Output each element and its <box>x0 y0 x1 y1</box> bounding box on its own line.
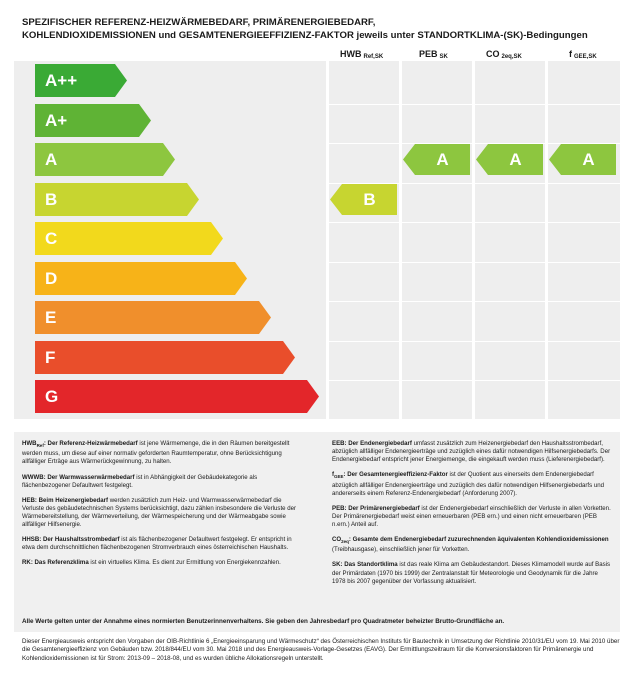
column-header-hwb: HWB $_{Ref,SK}$ <box>340 49 384 60</box>
title-line-1: SPEZIFISCHER REFERENZ-HEIZWÄRMEBEDARF, PRIMÄRENERGIEBEDARF, <box>22 17 376 28</box>
column-separator <box>399 61 402 419</box>
legend-term-sub: GEE <box>334 474 344 480</box>
efficiency-class-label: F <box>45 347 56 367</box>
rating-marker <box>549 144 616 175</box>
legend-entry <box>332 440 612 464</box>
rating-marker <box>476 144 543 175</box>
column-header-co2: CO $_{2eq,SK}$ <box>486 49 522 60</box>
legend-description: ist ein virtuelles Klima. Es dient zur Ermittlung von Energiekennzahlen. <box>88 559 281 567</box>
legend-term <box>332 536 609 543</box>
legend-panel <box>14 432 620 632</box>
legend-entry <box>332 505 612 529</box>
column-header-fgee: f $_{GEE,SK}$ <box>569 49 597 60</box>
legend-term-main: HHSB <box>22 536 40 544</box>
legend-description: ist der Endenergiebedarf einschließlich der Verluste in allen Vorketten. Der Primärenergiebedarf weist einen erneuerbaren (PEB ern.) und einen nicht erneuerbaren (PEB n.ern.) Anteil auf. <box>332 504 611 528</box>
efficiency-class-bar <box>35 222 223 255</box>
column-header-peb: PEB $_{SK}$ <box>419 49 448 60</box>
rating-marker-label: B <box>363 189 376 209</box>
efficiency-class-label: A+ <box>45 110 68 130</box>
legend-right-column <box>332 440 612 593</box>
legend-term <box>332 471 448 478</box>
efficiency-class-bar <box>35 301 271 334</box>
rating-marker <box>403 144 470 175</box>
legend-description: (Treibhausgase), einschließlich jener für Vorketten. <box>332 546 470 554</box>
legend-term-title: : Der Warmwasserwärmebedarf <box>43 473 135 481</box>
efficiency-class-label: D <box>45 268 58 288</box>
column-separator <box>326 61 329 419</box>
page-title <box>22 17 622 42</box>
legend-entry <box>332 536 612 554</box>
rating-marker <box>330 184 397 215</box>
legend-term-title: : Der Haushaltsstrombedarf <box>39 536 120 544</box>
rating-marker-label: A <box>436 150 449 169</box>
rating-marker-label: A <box>582 150 595 169</box>
efficiency-class-bar <box>35 380 319 413</box>
footer-text: Dieser Energieausweis entspricht den Vorgaben der OIB-Richtlinie 6 „Energieeinsparung und Wärmeschutz“ des Österreichischen Instituts für Bautechnik in Umsetzung der Richtlinie 2010/31/EU vom 19. Mai 2010 über die Gesamtenergieeffizienz von Gebäuden bzw. 2018/844/EU vom 30. Mai 2018 und des Energieausweis-Vorlage-Gesetzes (EAVG). Der Ermittlungszeitraum für die Konversionsfaktoren für Primärenergie und Kohlendioxidemissionen ist für Strom: 2013-09 – 2018-08, und es wurden übliche Allokationsregeln unterstellt. <box>22 638 620 662</box>
legend-term <box>22 559 89 566</box>
efficiency-class-label: G <box>45 387 59 406</box>
legend-term-title: : Das Referenzklima <box>30 559 89 567</box>
efficiency-class-bar <box>35 262 247 295</box>
legend-entry <box>332 471 612 498</box>
legend-entry <box>22 474 302 490</box>
legend-entry <box>332 561 612 585</box>
efficiency-class-label: A <box>45 150 58 169</box>
legend-term-main: RK <box>22 559 31 567</box>
legend-entry <box>22 440 302 467</box>
legend-left-column <box>22 440 302 574</box>
legend-term-title: : Beim Heizenergiebedarf <box>34 496 109 504</box>
legend-term-sub: Ref <box>36 443 44 449</box>
legend-term <box>22 497 108 504</box>
legend-term-main: f <box>332 471 335 479</box>
legend-entry <box>22 536 302 552</box>
legend-note: Alle Werte gelten unter der Annahme eines normierten Benutzerinnenverhaltens. Sie geben den Jahresbedarf pro Quadratmeter beheizter Brutto-Grundfläche an. <box>22 618 505 625</box>
legend-entry <box>22 497 302 529</box>
efficiency-class-bar <box>35 104 151 137</box>
legend-description: ist das reale Klima am Gebäudestandort. Dieses Klimamodell wurde auf Basis der Primärdaten (1970 bis 1999) der Zentralanstalt für Meteorologie und Geodynamik für die Jahre 1978 bis 2007 gegenüber der Vorfassung aktualisiert. <box>332 561 611 585</box>
rating-marker-label: A <box>509 150 522 169</box>
legend-term-title: : Der Gesamtenergieeffizienz-Faktor <box>343 471 448 479</box>
legend-description: umfasst zusätzlich zum Heizenergiebedarf den Haushaltsstrombedarf, abzüglich allfälliger Endenergieerträge und zuzüglich eines dafür notwendigen Hilfsenergiebedarfs. Der Endenergiebedarf entspricht jener Energiemenge, die eingekauft werden muss (Lieferenergiebedarf). <box>332 440 611 464</box>
efficiency-class-label: C <box>45 229 58 248</box>
legend-term-title: : Der Referenz-Heizwärmebedarf <box>43 440 138 447</box>
legend-description: ist in Abhängigkeit der Gebäudekategorie als flächenbezogener Defaultwert festgelegt. <box>22 473 258 489</box>
legend-term-main: EEB <box>332 440 345 447</box>
legend-term-main: CO <box>332 536 342 544</box>
legend-term <box>332 561 398 568</box>
legend-term-title: : Der Primärenergiebedarf <box>344 504 420 512</box>
legend-entry <box>22 559 302 567</box>
legend-term <box>22 440 138 447</box>
efficiency-class-label: B <box>45 189 58 209</box>
legend-description: ist jene Wärmemenge, die in den Räumen bereitgestellt werden muss, um diese auf einer normativ geforderten Raumtemperatur, ohne Berücksichtigung allfälliger Erträge aus Wärmerückgewinnung, zu halten. <box>22 440 290 466</box>
legend-description: werden zusätzlich zum Heiz- und Warmwasserwärmebedarf die Verluste des gebäudetechnischen Systems berücksichtigt, dazu zählen insbesondere die Verluste der Wärmebereitstellung, der Wärmeverteilung, der Wärmespeicherung und der Wärmeabgabe sowie allfälliger Hilfsenergie. <box>22 496 297 528</box>
efficiency-class-bar <box>35 143 175 176</box>
legend-term-main: WWWB <box>22 473 44 481</box>
legend-term <box>332 505 420 512</box>
legend-term-main: SK <box>332 561 341 569</box>
column-separator <box>545 61 548 419</box>
efficiency-class-bar <box>35 183 199 216</box>
legend-term-main: HEB <box>22 496 35 504</box>
column-separator <box>472 61 475 419</box>
energy-rating-chart <box>14 49 620 419</box>
legend-term <box>332 440 412 447</box>
legend-term <box>22 474 135 481</box>
legend-term-main: HWB <box>22 440 37 447</box>
legend-term-title: : Das Standortklima <box>340 561 398 569</box>
legend-term-title: : Der Endenergiebedarf <box>344 440 412 447</box>
legend-description: ist als flächenbezogener Defaultwert festgelegt. Er entspricht in etwa dem durchschnittlichen flächenbezogenen Stromverbrauch eines österreichischen Haushalts. <box>22 536 292 552</box>
efficiency-class-bar <box>35 64 127 97</box>
legend-term-title: : Gesamte dem Endenergiebedarf zuzurechnenden äquivalenten Kohlendioxidemissionen <box>348 536 609 544</box>
legend-description: ist der Quotient aus einerseits dem Endenergiebedarf abzüglich allfälliger Endenergieerträge und zuzüglich des dafür notwendigen Hilfsenergiebedarfs und andererseits einem Referenz-Endenergiebedarf (Anforderung 2007). <box>332 471 605 497</box>
legend-term-sub: 2eq <box>341 539 349 545</box>
efficiency-class-label: A++ <box>45 71 78 90</box>
title-line-2: KOHLENDIOXIDEMISSIONEN und GESAMTENERGIEEFFIZIENZ-FAKTOR jeweils unter STANDORTKLIMA-(SK)-Bedingungen <box>22 29 588 41</box>
efficiency-class-label: E <box>45 308 57 327</box>
legend-term-main: PEB <box>332 504 345 512</box>
efficiency-class-bar <box>35 341 295 374</box>
legend-term <box>22 536 120 543</box>
